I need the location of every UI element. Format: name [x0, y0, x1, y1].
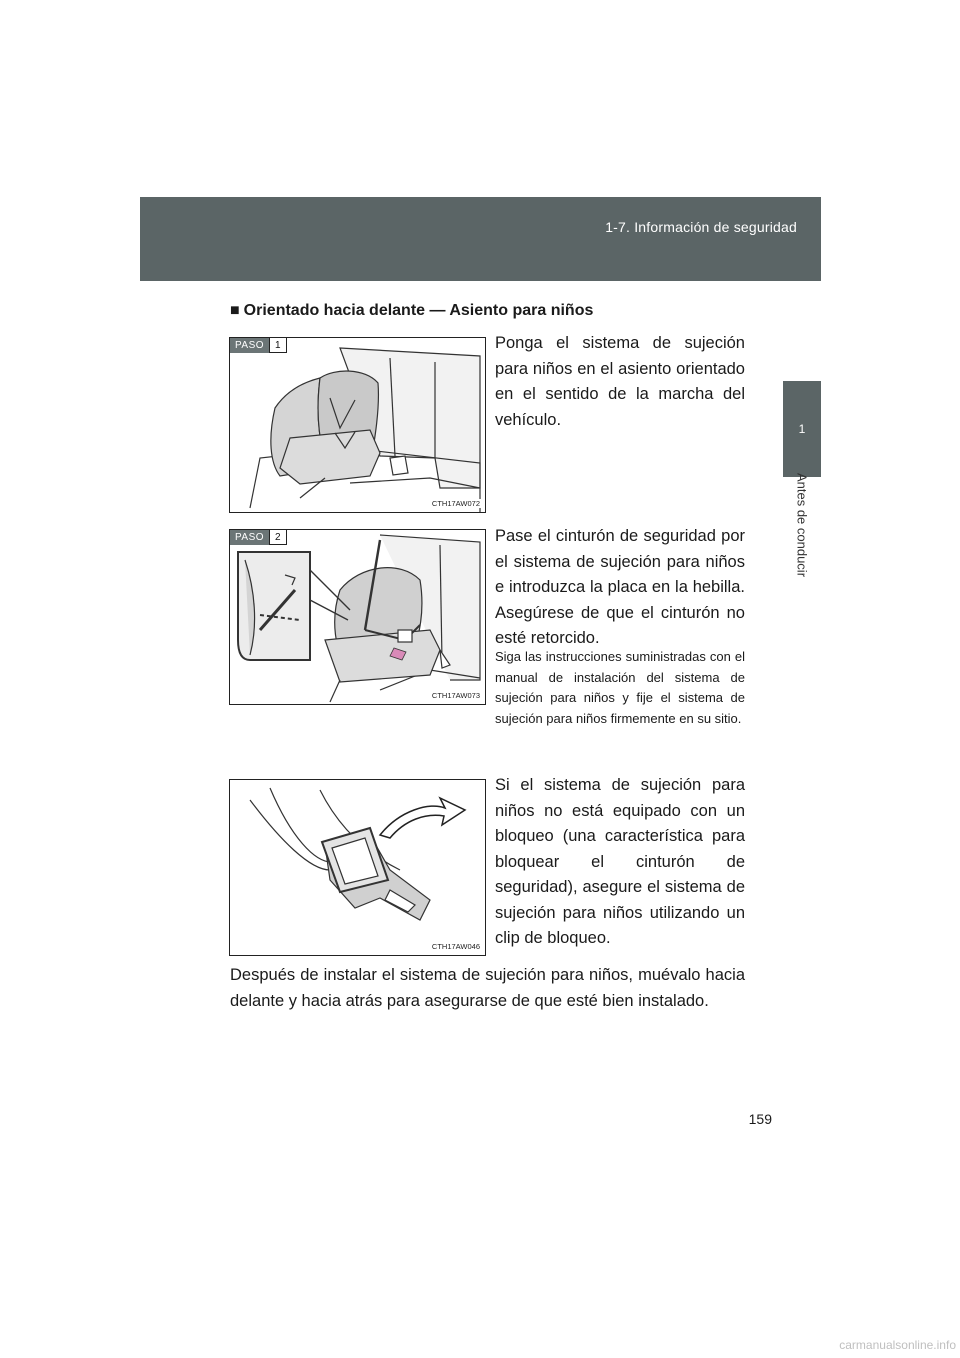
closing-paragraph: Después de instalar el sistema de sujeción para niños, muévalo hacia delante y hacia atrás para asegurarse de que esté bien instalado.: [230, 966, 745, 1010]
figure-code: CTH17AW072: [431, 499, 480, 508]
paso-number: 1: [269, 338, 287, 353]
section-title: Orientado hacia delante — Asiento para niños: [243, 302, 594, 319]
watermark: carmanualsonline.info: [839, 1338, 956, 1352]
figure-step-1: [229, 337, 486, 513]
paso-label: PASO: [230, 338, 269, 353]
figure-code: CTH17AW073: [431, 691, 480, 700]
paso-number: 2: [269, 530, 287, 545]
square-bullet-icon: ■: [230, 302, 240, 319]
figure-locking-clip: [229, 779, 486, 956]
paso-tag-2: [230, 530, 287, 545]
locking-clip-illustration: [230, 780, 485, 955]
paso-label: PASO: [230, 530, 269, 545]
chapter-label-text: Antes de conducir: [794, 472, 810, 578]
chapter-tab: [783, 381, 821, 477]
figure-step-2: [229, 529, 486, 705]
paso-tag-1: [230, 338, 287, 353]
locking-clip-text: Si el sistema de sujeción para niños no está equipado con un bloqueo (una característica para bloquear el cinturón de seguridad), asegure el sistema de sujeción para niños utilizando un clip de bloqueo.: [495, 776, 745, 947]
chapter-number: 1: [798, 422, 806, 436]
step-2-note: Siga las instrucciones suministradas con el manual de instalación del sistema de sujeción para niños y fije el sistema de sujeción para niños firmemente en su sitio.: [495, 649, 745, 726]
figure-code: CTH17AW046: [431, 942, 480, 951]
section-breadcrumb: 1-7. Información de seguridad: [605, 219, 797, 235]
step-1-text: Ponga el sistema de sujeción para niños en el asiento orientado en el sentido de la marcha del vehículo.: [495, 334, 745, 429]
step-2-text: Pase el cinturón de seguridad por el sistema de sujeción para niños e introduzca la placa en la hebilla. Asegúrese de que el cinturón no esté retorcido.: [495, 527, 745, 647]
page-number: 159: [748, 1111, 772, 1127]
seatbelt-routing-illustration: [230, 530, 485, 704]
header-band: [140, 197, 821, 281]
section-heading: [230, 302, 593, 320]
child-seat-forward-illustration: [230, 338, 485, 512]
